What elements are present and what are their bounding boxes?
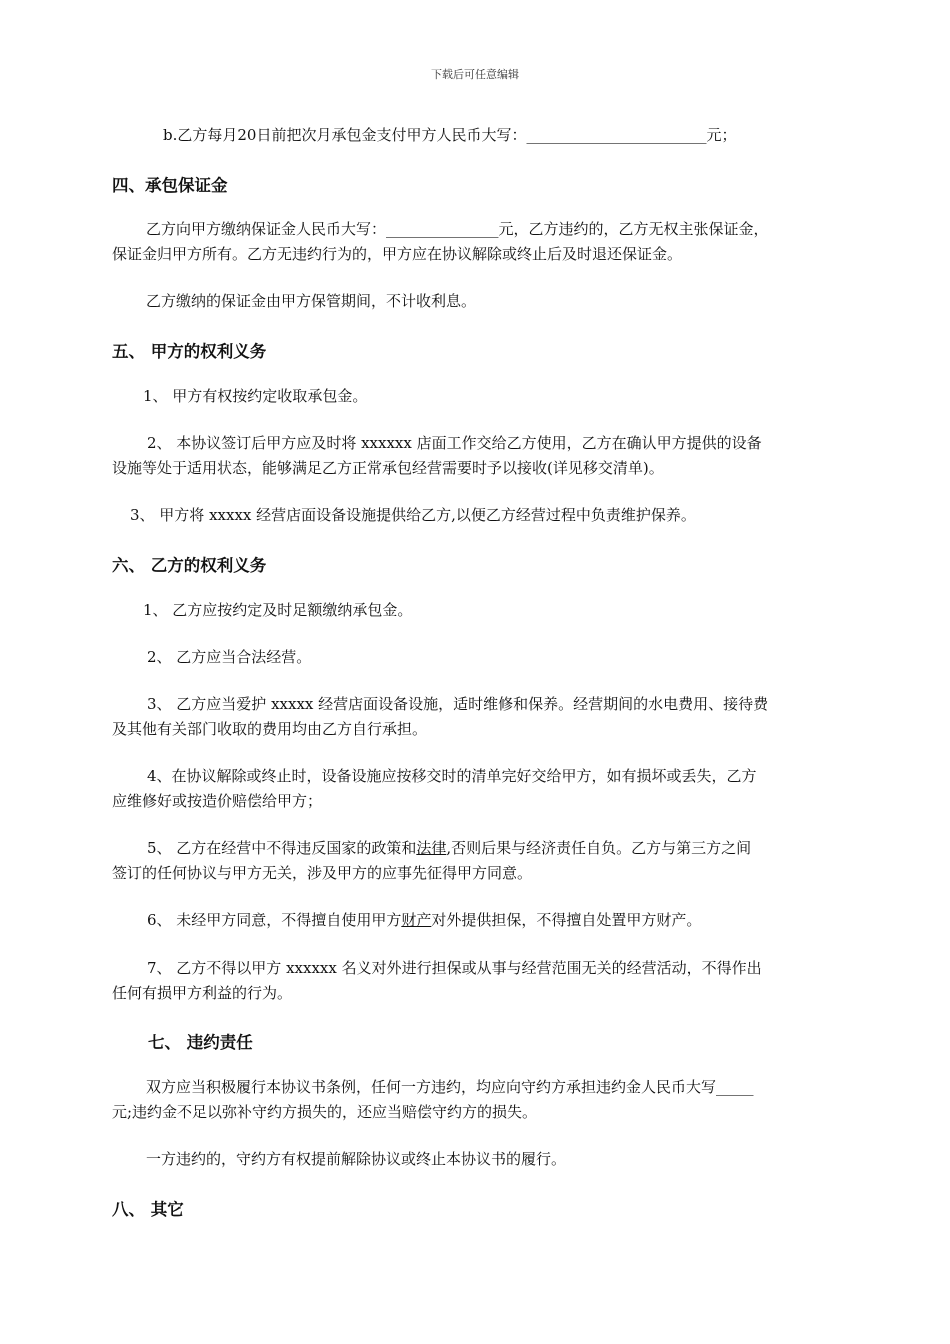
section8-heading: 八、 其它 xyxy=(112,1200,184,1219)
section7-p1-text: 双方应当积极履行本协议书条例，任何一方违约，均应向守约方承担违约金人民币大写 xyxy=(146,1078,717,1096)
section4-heading: 四、承包保证金 xyxy=(112,176,228,195)
section7-p1-line2: 元;违约金不足以弥补守约方损失的，还应当赔偿守约方的损失。 xyxy=(112,1103,538,1121)
section5-item3: 3、 甲方将 xxxxx 经营店面设备设施提供给乙方,以便乙方经营过程中负责维护保养。 xyxy=(130,506,696,524)
clause-b-line xyxy=(163,123,883,148)
section6-heading: 六、 乙方的权利义务 xyxy=(112,556,267,575)
section4-p2: 乙方缴纳的保证金由甲方保管期间，不计收利息。 xyxy=(146,292,477,310)
section4-p1-text: 乙方向甲方缴纳保证金人民币大写： xyxy=(146,220,387,238)
section6-item6-text: 6、 未经甲方同意，不得擅自使用甲方 xyxy=(147,911,402,929)
section6-item5-text-after: ,否则后果与经济责任自负。乙方与第三方之间 xyxy=(446,839,752,857)
section6-item5-text: 5、 乙方在经营中不得违反国家的政策和 xyxy=(147,839,417,857)
section4-p1-text-after: 元，乙方违约的，乙方无权主张保证金， xyxy=(498,220,769,238)
clause-b-text: b.乙方每月20日前把次月承包金支付甲方人民币大写： xyxy=(163,126,527,144)
section4-p1-line1 xyxy=(146,217,866,242)
section4-p1-blank: _______________ xyxy=(386,220,499,238)
clause-b-unit: 元； xyxy=(706,126,737,144)
section5-heading: 五、 甲方的权利义务 xyxy=(112,342,267,361)
section6-item4-line1: 4、在协议解除或终止时，设备设施应按移交时的清单完好交给甲方，如有损坏或丢失，乙方 xyxy=(147,767,757,785)
section6-item6-text-after: 对外提供担保，不得擅自处置甲方财产。 xyxy=(431,911,702,929)
section6-item7-line1: 7、 乙方不得以甲方 xxxxxx 名义对外进行担保或从事与经营范围无关的经营活动，不得作出 xyxy=(147,959,762,977)
section6-item7-line2: 任何有损甲方利益的行为。 xyxy=(112,984,293,1002)
property-link[interactable]: 财产 xyxy=(401,911,432,929)
section7-heading: 七、 违约责任 xyxy=(148,1033,253,1052)
page-header-note: 下载后可任意编辑 xyxy=(431,68,519,81)
section7-p2: 一方违约的，守约方有权提前解除协议或终止本协议书的履行。 xyxy=(146,1150,567,1168)
section6-item2: 2、 乙方应当合法经营。 xyxy=(147,648,312,666)
clause-b-blank: ________________________ xyxy=(526,126,707,144)
section6-item1: 1、 乙方应按约定及时足额缴纳承包金。 xyxy=(143,601,413,619)
section7-p1-blank: _____ xyxy=(716,1078,754,1096)
section6-item5-line2: 签订的任何协议与甲方无关，涉及甲方的应事先征得甲方同意。 xyxy=(112,864,533,882)
section6-item3-line1: 3、 乙方应当爱护 xxxxx 经营店面设备设施，适时维修和保养。经营期间的水电费用、接待费 xyxy=(147,695,769,713)
section7-p1-line1 xyxy=(146,1075,866,1100)
section5-item1: 1、 甲方有权按约定收取承包金。 xyxy=(143,387,368,405)
section6-item4-line2: 应维修好或按造价赔偿给甲方； xyxy=(112,792,323,810)
section6-item5-line1 xyxy=(147,836,867,861)
section5-item2-line1: 2、 本协议签订后甲方应及时将 xxxxxx 店面工作交给乙方使用，乙方在确认甲方提供的设备 xyxy=(147,434,762,452)
section6-item3-line2: 及其他有关部门收取的费用均由乙方自行承担。 xyxy=(112,720,428,738)
law-link[interactable]: 法律 xyxy=(416,839,447,857)
section6-item6 xyxy=(147,908,867,933)
section4-p1-line2: 保证金归甲方所有。乙方无违约行为的，甲方应在协议解除或终止后及时退还保证金。 xyxy=(112,245,683,263)
section5-item2-line2: 设施等处于适用状态，能够满足乙方正常承包经营需要时予以接收(详见移交清单)。 xyxy=(112,459,664,477)
